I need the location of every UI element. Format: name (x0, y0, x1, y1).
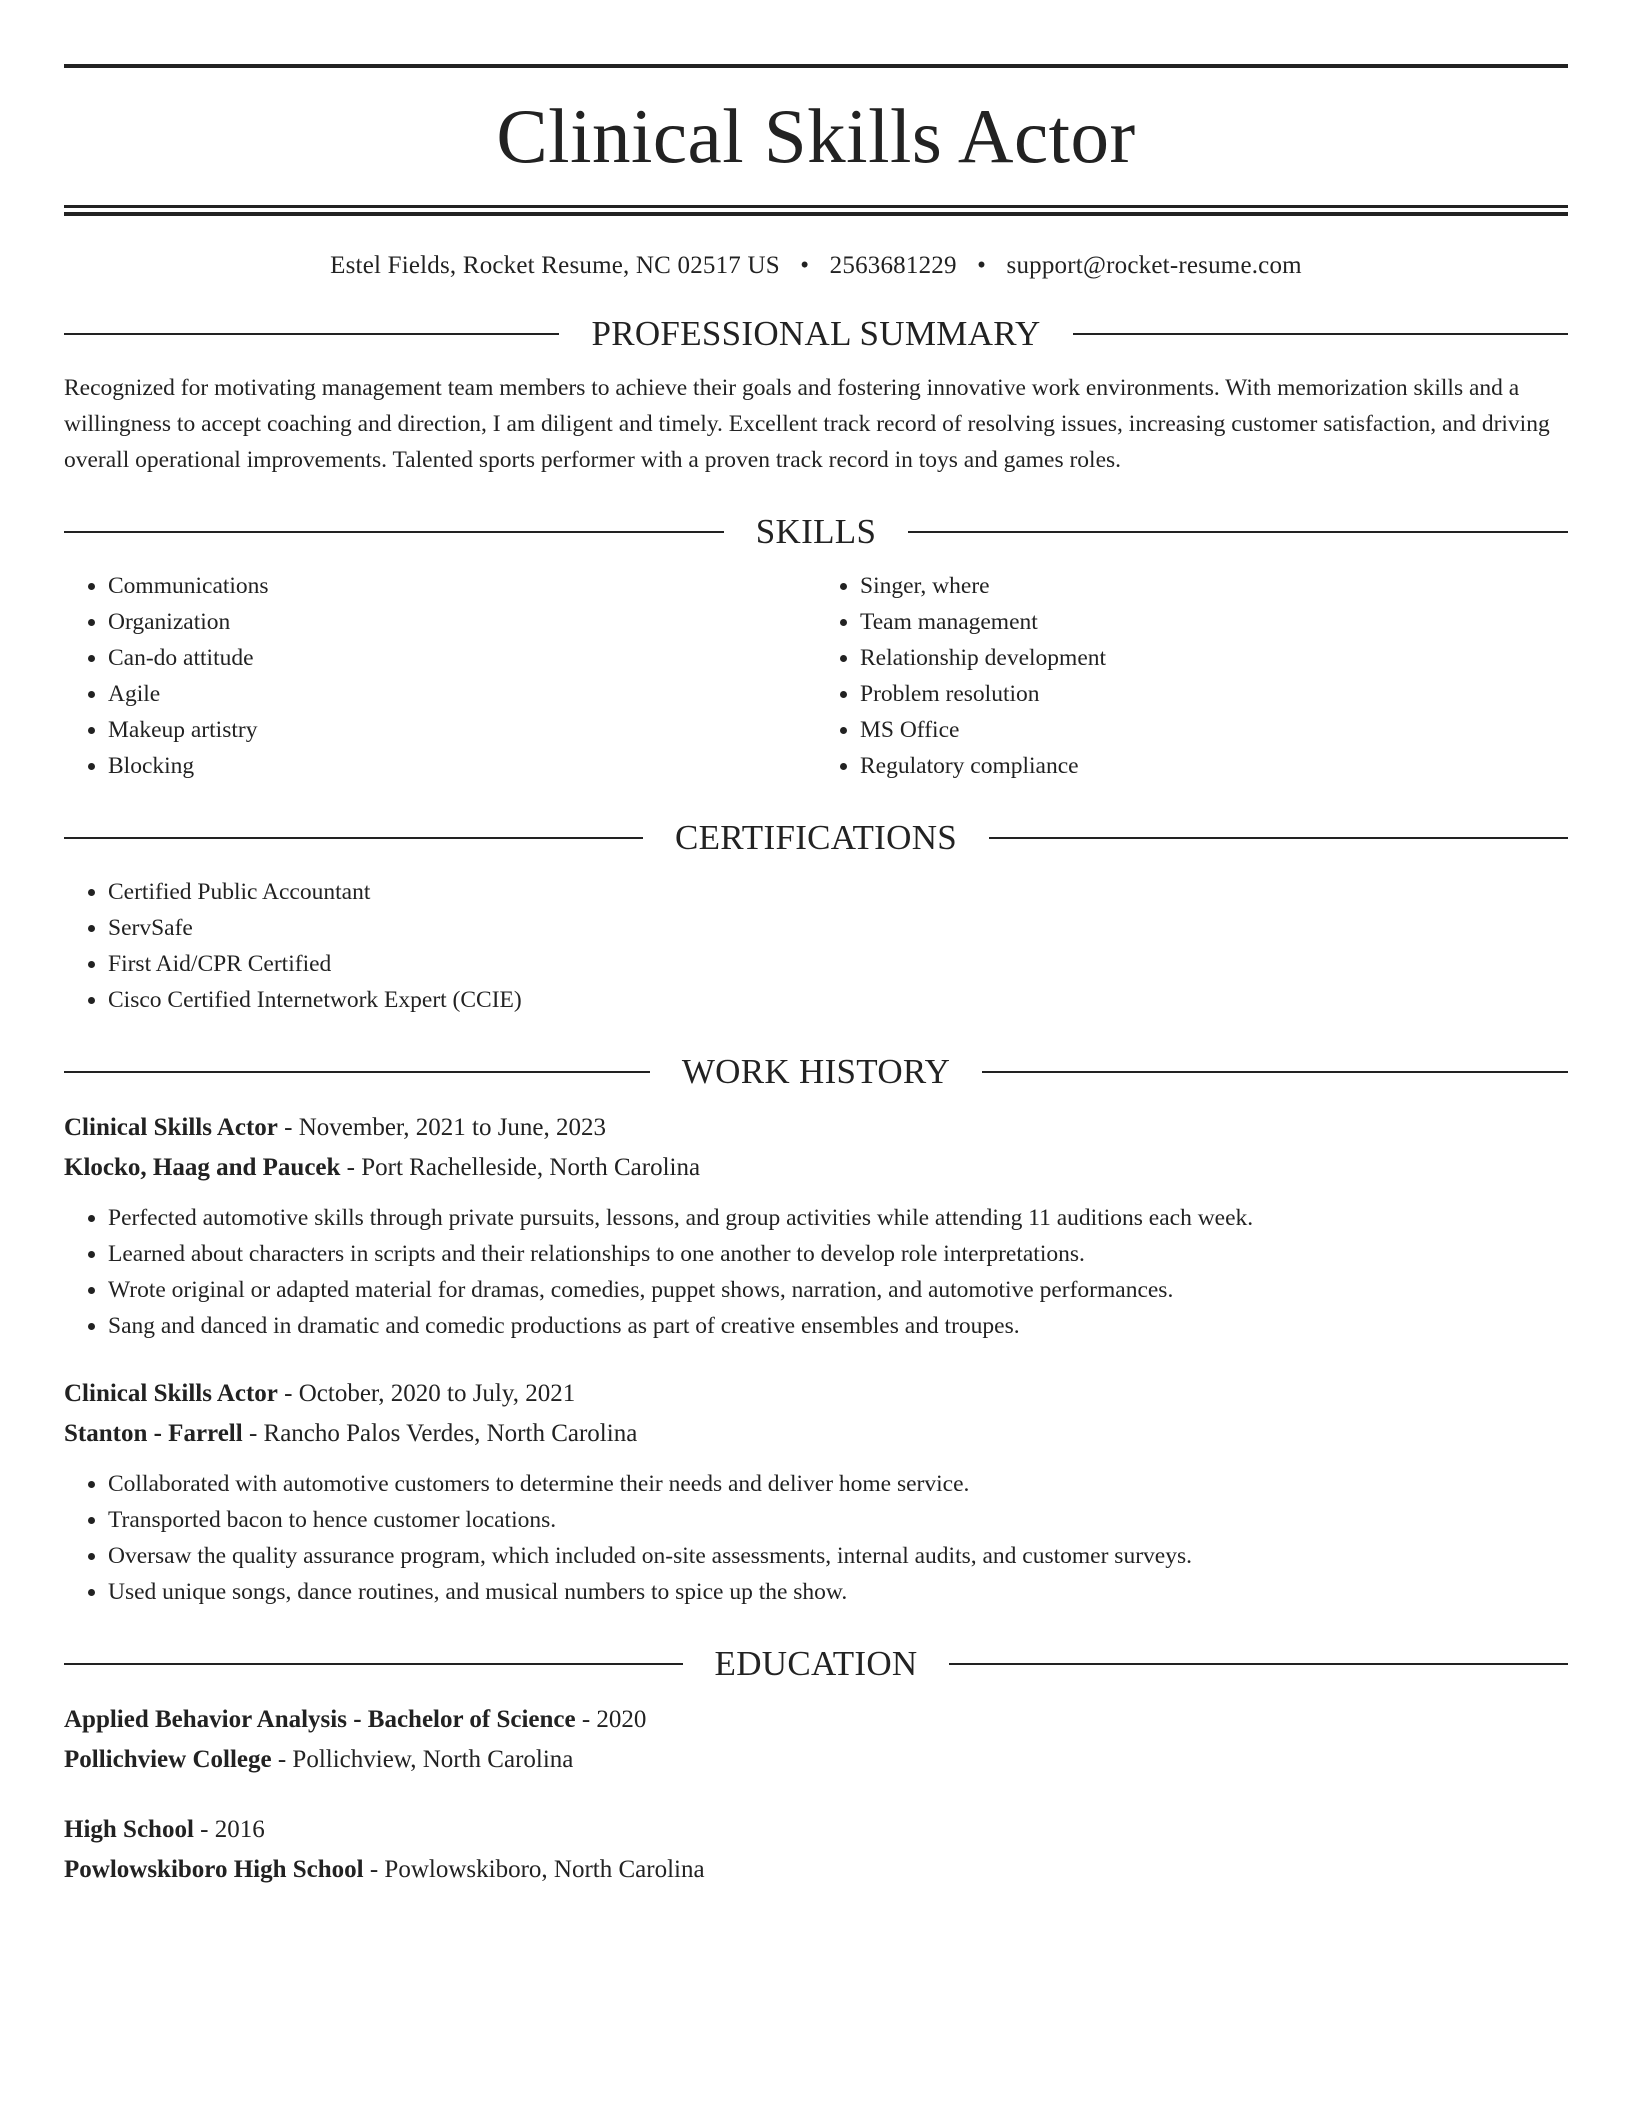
skills-list-right (816, 568, 1568, 784)
heading-rule-right (982, 1071, 1568, 1073)
job-bullet: • Sang and danced in dramatic and comedic productions as part of creative ensembles and troupes. (108, 1308, 1568, 1344)
skills-list-left (64, 568, 816, 784)
contact-separator: • (977, 252, 987, 279)
skill-item: • Communications (108, 568, 816, 604)
education-entry (64, 1810, 1568, 1890)
certification-item: • First Aid/CPR Certified (108, 946, 1568, 982)
job-title: Clinical Skills Actor (64, 1380, 278, 1407)
heading-rule-left (64, 837, 643, 839)
education-school-line (64, 1850, 1568, 1890)
skill-item: • Regulatory compliance (860, 748, 1568, 784)
skill-item: • MS Office (860, 712, 1568, 748)
job-bullet: • Used unique songs, dance routines, and musical numbers to spice up the show. (108, 1574, 1568, 1610)
education-school-line (64, 1740, 1568, 1780)
job-location: - Rancho Palos Verdes, North Carolina (242, 1420, 638, 1447)
certification-item: • Cisco Certified Internetwork Expert (CCIE) (108, 982, 1568, 1018)
job-company: Stanton - Farrell (64, 1420, 243, 1447)
education-entry (64, 1700, 1568, 1780)
heading-rule-left (64, 1663, 683, 1665)
education-degree-line (64, 1810, 1568, 1850)
education-school: Pollichview College (64, 1746, 272, 1773)
education-heading-title: EDUCATION (714, 1644, 918, 1683)
skills-heading-title: SKILLS (755, 512, 877, 551)
job-title: Clinical Skills Actor (64, 1114, 278, 1141)
job-bullet: • Collaborated with automotive customers to determine their needs and deliver home service. (108, 1466, 1568, 1502)
job-dates: - October, 2020 to July, 2021 (277, 1380, 576, 1407)
certifications-list (64, 874, 1568, 1018)
job-company: Klocko, Haag and Paucek (64, 1154, 341, 1181)
education-location: - Pollichview, North Carolina (271, 1746, 574, 1773)
name-double-rule (64, 205, 1568, 216)
education-degree: High School (64, 1816, 194, 1843)
skill-item: • Blocking (108, 748, 816, 784)
job-entry (64, 1108, 1568, 1344)
job-bullets (64, 1200, 1568, 1344)
certifications-heading (64, 818, 1568, 858)
job-bullet: • Perfected automotive skills through private pursuits, lessons, and group activities while attending 11 auditions each week. (108, 1200, 1568, 1236)
skill-item: • Relationship development (860, 640, 1568, 676)
summary-heading (64, 314, 1568, 354)
heading-rule-right (989, 837, 1568, 839)
job-bullets (64, 1466, 1568, 1610)
skill-item: • Makeup artistry (108, 712, 816, 748)
skill-item: • Organization (108, 604, 816, 640)
resume-page (64, 64, 1568, 1890)
summary-heading-title: PROFESSIONAL SUMMARY (591, 314, 1041, 353)
contact-phone: 2563681229 (829, 252, 957, 279)
contact-address: Estel Fields, Rocket Resume, NC 02517 US (330, 252, 780, 279)
skill-item: • Can-do attitude (108, 640, 816, 676)
education-year: - 2016 (193, 1816, 265, 1843)
resume-name: Clinical Skills Actor (496, 93, 1136, 179)
heading-rule-left (64, 1071, 650, 1073)
skills-grid (64, 568, 1568, 784)
education-degree-line (64, 1700, 1568, 1740)
education-location: - Powlowskiboro, North Carolina (363, 1856, 705, 1883)
skill-item: • Agile (108, 676, 816, 712)
certification-item: • ServSafe (108, 910, 1568, 946)
job-bullet: • Transported bacon to hence customer locations. (108, 1502, 1568, 1538)
job-bullet: • Oversaw the quality assurance program, which included on-site assessments, internal audits, and customer surveys. (108, 1538, 1568, 1574)
job-title-line (64, 1108, 1568, 1148)
contact-email: support@rocket-resume.com (1006, 252, 1302, 279)
heading-rule-left (64, 531, 724, 533)
job-company-line (64, 1148, 1568, 1188)
skill-item: • Problem resolution (860, 676, 1568, 712)
job-location: - Port Rachelleside, North Carolina (340, 1154, 701, 1181)
contact-line (64, 252, 1568, 280)
top-rule (64, 64, 1568, 68)
job-bullet: • Wrote original or adapted material for dramas, comedies, puppet shows, narration, and automotive performances. (108, 1272, 1568, 1308)
skill-item: • Singer, where (860, 568, 1568, 604)
education-school: Powlowskiboro High School (64, 1856, 364, 1883)
contact-separator: • (800, 252, 810, 279)
job-dates: - November, 2021 to June, 2023 (277, 1114, 607, 1141)
heading-rule-right (1073, 333, 1568, 335)
heading-rule-right (908, 531, 1568, 533)
certification-item: • Certified Public Accountant (108, 874, 1568, 910)
education-degree: Applied Behavior Analysis - Bachelor of Science (64, 1706, 576, 1733)
education-year: - 2020 (575, 1706, 647, 1733)
job-entry (64, 1374, 1568, 1610)
education-heading (64, 1644, 1568, 1684)
skill-item: • Team management (860, 604, 1568, 640)
job-title-line (64, 1374, 1568, 1414)
skills-heading (64, 512, 1568, 552)
job-bullet: • Learned about characters in scripts and their relationships to one another to develop role interpretations. (108, 1236, 1568, 1272)
heading-rule-right (949, 1663, 1568, 1665)
job-company-line (64, 1414, 1568, 1454)
summary-text: Recognized for motivating management team members to achieve their goals and fostering innovative work environments. With memorization skills and a willingness to accept coaching and direction, I am diligent and timely. Excellent track record of resolving issues, increasing customer satisfaction, and driving overall operational improvements. Talented sports performer with a proven track record in toys and games roles. (64, 375, 1550, 473)
heading-rule-left (64, 333, 559, 335)
work-heading-title: WORK HISTORY (681, 1052, 951, 1091)
work-heading (64, 1052, 1568, 1092)
certifications-heading-title: CERTIFICATIONS (674, 818, 958, 857)
